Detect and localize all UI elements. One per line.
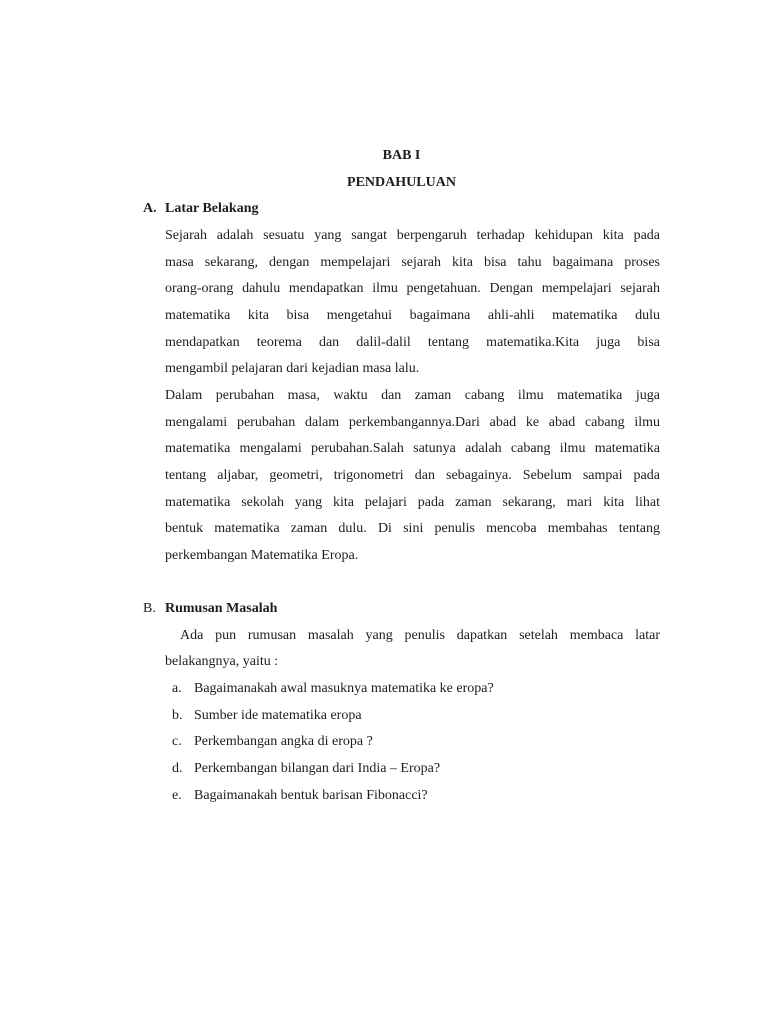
paragraph-line: matematika sekolah yang kita pelajari pada zaman sekarang, mari kita lihat	[165, 494, 660, 510]
list-marker: d.	[172, 761, 183, 777]
paragraph-line: masa sekarang, dengan mempelajari sejarah kita bisa tahu bagaimana proses	[165, 254, 660, 270]
list-item	[172, 729, 660, 756]
section-b-label: B.	[143, 601, 156, 617]
section-a-label: A.	[143, 201, 157, 217]
list-item-text: Sumber ide matematika eropa	[194, 707, 362, 723]
page-content	[143, 143, 660, 809]
list-item-text: Perkembangan bilangan dari India – Eropa?	[194, 761, 441, 777]
problem-list	[143, 676, 660, 809]
paragraph-line: mengalami perubahan dalam perkembangannya.Dari abad ke abad cabang ilmu	[165, 414, 660, 430]
paragraph-line: bentuk matematika zaman dulu. Di sini penulis mencoba membahas tentang	[165, 521, 660, 537]
blank-line	[143, 570, 660, 597]
paragraph-line: perkembangan Matematika Eropa.	[165, 547, 359, 563]
list-item	[172, 756, 660, 783]
list-marker: b.	[172, 707, 183, 723]
list-item	[172, 783, 660, 810]
chapter-title: PENDAHULUAN	[347, 174, 456, 190]
section-b-heading	[143, 596, 660, 623]
list-item	[172, 703, 660, 730]
paragraph-line: Dalam perubahan masa, waktu dan zaman cabang ilmu matematika juga	[165, 387, 660, 403]
list-marker: c.	[172, 734, 182, 750]
section-a-title: Latar Belakang	[165, 201, 259, 217]
section-a-paragraph-2	[143, 383, 660, 570]
paragraph-line: belakangnya, yaitu :	[165, 654, 279, 670]
list-item-text: Perkembangan angka di eropa ?	[194, 734, 373, 750]
paragraph-line: matematika kita bisa mengetahui bagaimana ahli-ahli matematika dulu	[165, 307, 660, 323]
list-marker: a.	[172, 681, 182, 697]
paragraph-line: orang-orang dahulu mendapatkan ilmu pengetahuan. Dengan mempelajari sejarah	[165, 281, 660, 297]
section-b-title: Rumusan Masalah	[165, 601, 278, 617]
paragraph-line: Sejarah adalah sesuatu yang sangat berpengaruh terhadap kehidupan kita pada	[165, 227, 660, 243]
section-a-paragraph-1	[143, 223, 660, 383]
paragraph-line: tentang aljabar, geometri, trigonometri dan sebagainya. Sebelum sampai pada	[165, 467, 660, 483]
list-marker: e.	[172, 787, 182, 803]
section-a-heading	[143, 196, 660, 223]
paragraph-line: Ada pun rumusan masalah yang penulis dapatkan setelah membaca latar	[180, 627, 660, 643]
paragraph-line: mengambil pelajaran dari kejadian masa lalu.	[165, 361, 420, 377]
list-item-text: Bagaimanakah bentuk barisan Fibonacci?	[194, 787, 428, 803]
chapter-number: BAB I	[382, 148, 421, 163]
list-item-text: Bagaimanakah awal masuknya matematika ke eropa?	[194, 681, 494, 697]
list-item	[172, 676, 660, 703]
paragraph-line: mendapatkan teorema dan dalil-dalil tentang matematika.Kita juga bisa	[165, 334, 660, 350]
paragraph-line: matematika mengalami perubahan.Salah satunya adalah cabang ilmu matematika	[165, 441, 660, 457]
section-b-intro	[143, 623, 660, 676]
